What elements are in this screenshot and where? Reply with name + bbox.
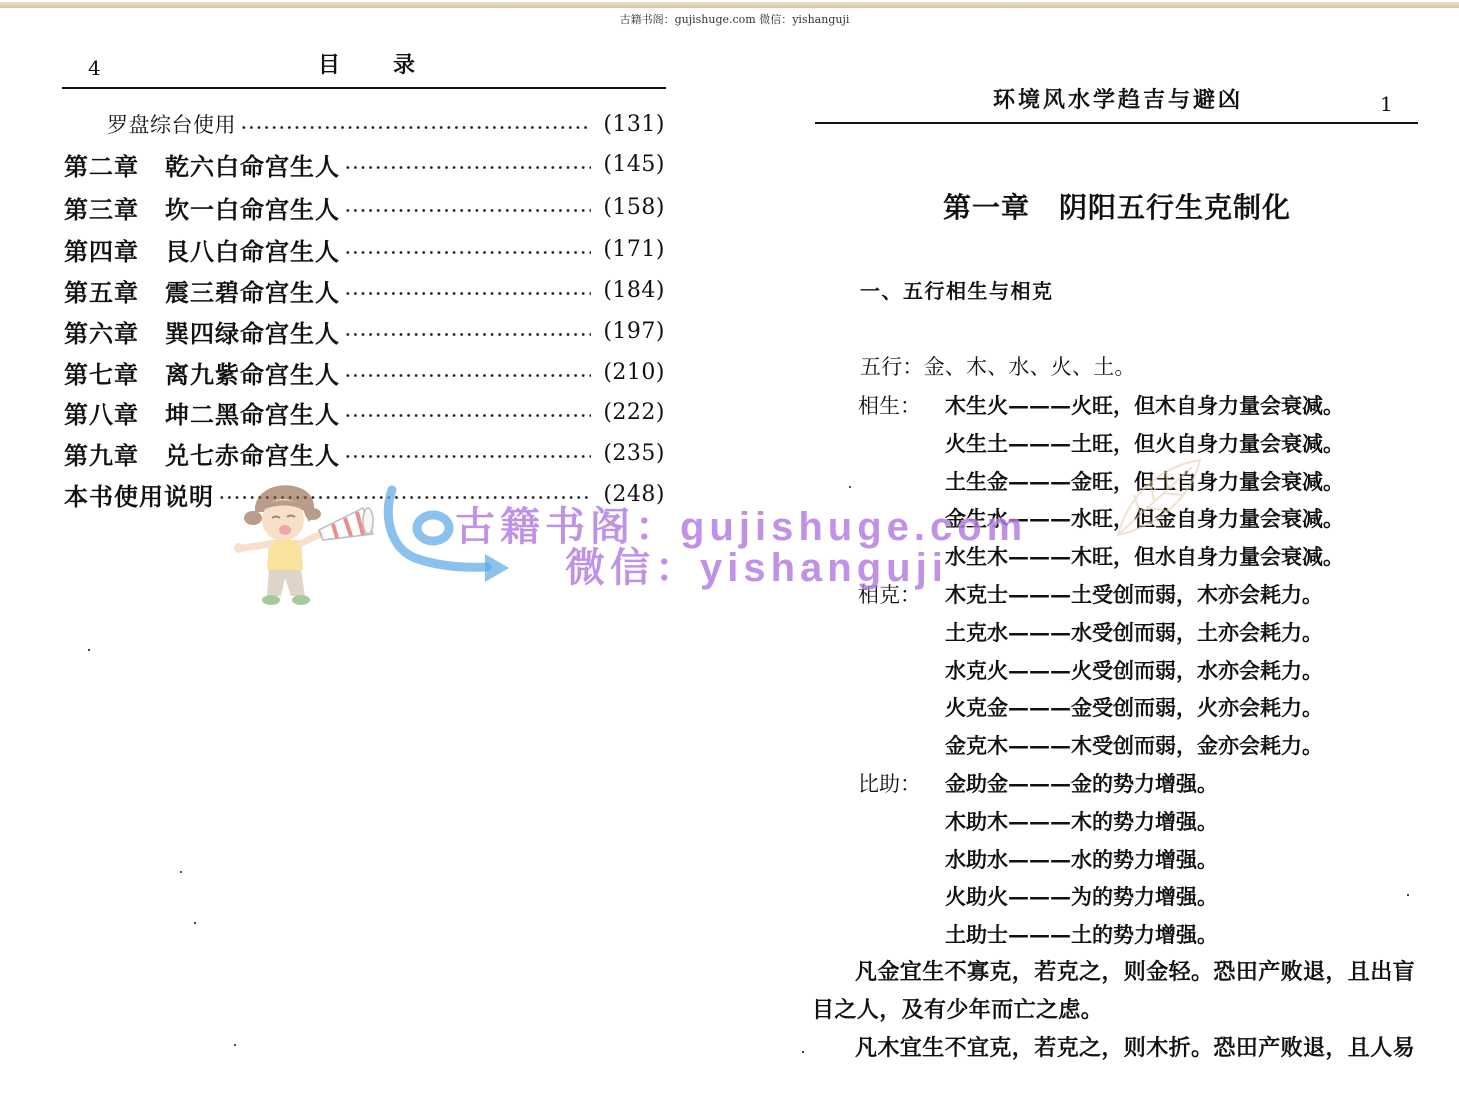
toc-entry-title: 罗盘综台使用 xyxy=(107,113,236,137)
scan-speck xyxy=(194,922,196,924)
scan-speck xyxy=(1407,894,1409,896)
toc-heading: 目 录 xyxy=(318,52,419,78)
toc-entry-page: (131) xyxy=(603,111,665,137)
toc-entry-page: (184) xyxy=(603,277,665,303)
toc-entry-title: 乾六白命宫生人 xyxy=(165,152,340,181)
toc-entry-page: (171) xyxy=(603,236,665,262)
paragraph-line: 凡金宜生不寡克，若克之，则金轻。恐田产败退，且出盲 xyxy=(855,959,1416,985)
running-header: 环境风水学趋吉与避凶 xyxy=(993,87,1244,113)
toc-leader-dots xyxy=(344,208,591,213)
toc-entry-title: 震三碧命宫生人 xyxy=(165,278,340,307)
group-label-assisting: 比助： xyxy=(858,772,921,796)
toc-entry xyxy=(64,436,665,470)
toc-entry-page: (222) xyxy=(603,399,665,425)
scan-speck xyxy=(234,1044,236,1046)
toc-leader-dots xyxy=(344,454,591,459)
toc-leader-dots xyxy=(344,165,591,170)
relation-item: 火助火———为的势力增强。 xyxy=(945,884,1218,909)
five-elements-intro: 五行：金、木、水、火、土。 xyxy=(860,355,1136,379)
scan-speck xyxy=(802,1051,804,1053)
relation-item: 木生火———火旺，但木自身力量会衰减。 xyxy=(945,393,1344,418)
toc-entry-title: 兑七赤命宫生人 xyxy=(165,441,340,470)
left-header-rule xyxy=(62,87,666,89)
toc-entry-title: 坎一白命宫生人 xyxy=(165,195,340,224)
toc-entry-chapter: 第八章 xyxy=(64,400,139,429)
toc-leader-dots xyxy=(344,291,591,296)
toc-entry-chapter: 第二章 xyxy=(64,152,139,181)
paragraph-line: 目之人，及有少年而亡之虑。 xyxy=(812,997,1104,1023)
toc-entry xyxy=(64,232,665,266)
toc-entry-title: 巽四绿命宫生人 xyxy=(165,319,340,348)
left-page-number: 4 xyxy=(88,56,101,80)
top-scan-band xyxy=(0,2,1459,8)
toc-entry-chapter: 第九章 xyxy=(64,441,139,470)
toc-entry xyxy=(64,395,665,429)
relation-item: 火生土———土旺，但火自身力量会衰减。 xyxy=(945,431,1344,456)
toc-entry-title: 本书使用说明 xyxy=(64,482,214,511)
toc-entry-chapter: 第六章 xyxy=(64,319,139,348)
toc-leader-dots xyxy=(344,373,591,378)
toc-entry-chapter: 第七章 xyxy=(64,360,139,389)
toc-entry-title: 艮八白命宫生人 xyxy=(165,237,340,266)
toc-leader-dots xyxy=(240,125,591,130)
section-title: 一、五行相生与相克 xyxy=(860,279,1054,303)
relation-item: 水克火———火受创而弱，水亦会耗力。 xyxy=(945,658,1323,683)
toc-entry-chapter: 第五章 xyxy=(64,278,139,307)
chapter-title: 第一章 阴阳五行生克制化 xyxy=(943,191,1292,224)
toc-entry-page: (158) xyxy=(603,194,665,220)
relation-item: 水生木———木旺，但水自身力量会衰减。 xyxy=(945,544,1344,569)
toc-entry xyxy=(64,273,665,307)
right-header-rule xyxy=(815,122,1418,124)
top-banner: 古籍书阁：gujishuge.com 微信：yishanguji xyxy=(619,13,850,26)
leaf-watermark-icon xyxy=(1110,455,1205,540)
toc-entry xyxy=(64,355,665,389)
toc-entry xyxy=(107,107,665,141)
relation-item: 木克士———土受创而弱，木亦会耗力。 xyxy=(945,582,1323,607)
megaphone-icon xyxy=(319,508,373,540)
toc-entry xyxy=(64,314,665,348)
toc-entry-chapter: 第四章 xyxy=(64,237,139,266)
toc-entry xyxy=(64,147,665,181)
toc-leader-dots xyxy=(344,332,591,337)
toc-entry-page: (248) xyxy=(603,481,665,507)
scan-speck xyxy=(849,486,851,488)
watermark-site-text: 古籍书阁：gujishuge.com xyxy=(455,505,1028,549)
relation-item: 金生水———水旺，但金自身力量会衰减。 xyxy=(945,506,1344,531)
toc-entry xyxy=(64,190,665,224)
group-label-generating: 相生： xyxy=(858,394,921,418)
girl-mascot-icon xyxy=(234,485,321,605)
group-label-overcoming: 相克： xyxy=(858,583,921,607)
right-page-number: 1 xyxy=(1380,92,1393,116)
toc-entry-page: (197) xyxy=(603,318,665,344)
toc-entry-title: 离九紫命宫生人 xyxy=(165,360,340,389)
relation-item: 火克金———金受创而弱，火亦会耗力。 xyxy=(945,695,1323,720)
relation-item: 土克水———水受创而弱，土亦会耗力。 xyxy=(945,620,1323,645)
relation-item: 土生金———金旺，但土自身力量会衰减。 xyxy=(945,469,1344,494)
toc-leader-dots xyxy=(344,250,591,255)
toc-entry-chapter: 第三章 xyxy=(64,195,139,224)
toc-entry-title: 坤二黑命宫生人 xyxy=(165,400,340,429)
relation-item: 水助水———水的势力增强。 xyxy=(945,847,1218,872)
paragraph-line: 凡木宜生不宜克，若克之，则木折。恐田产败退，且人易 xyxy=(855,1035,1416,1061)
relation-item: 木助木———木的势力增强。 xyxy=(945,809,1218,834)
toc-entry-page: (210) xyxy=(603,359,665,385)
scan-speck xyxy=(88,649,90,651)
toc-entry-page: (145) xyxy=(603,151,665,177)
scan-speck xyxy=(180,871,182,873)
relation-item: 金克木———木受创而弱，金亦会耗力。 xyxy=(945,733,1323,758)
relation-item: 土助士———土的势力增强。 xyxy=(945,922,1218,947)
watermark-wechat-text: 微信：yishanguji xyxy=(565,546,948,590)
relation-item: 金助金———金的势力增强。 xyxy=(945,771,1218,796)
arrow-head-icon xyxy=(485,554,509,582)
toc-entry-page: (235) xyxy=(603,440,665,466)
toc-leader-dots xyxy=(344,413,591,418)
